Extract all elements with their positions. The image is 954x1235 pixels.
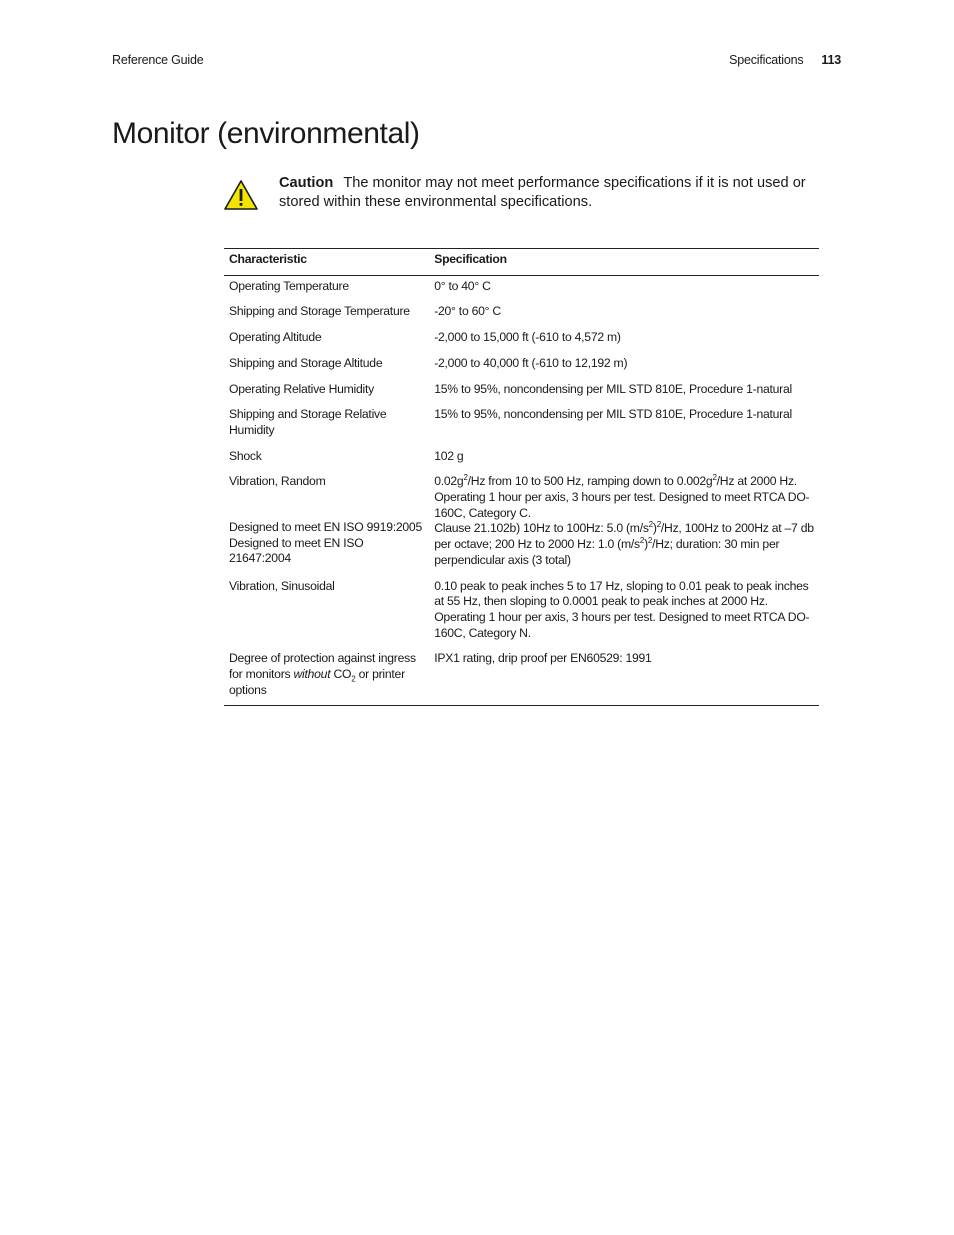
table-row	[224, 326, 819, 352]
superscript: 2	[639, 536, 645, 546]
characteristic-cell: Operating Altitude	[229, 330, 322, 345]
spec-text: /Hz; duration: 30 min per perpendicular axis (3 total)	[434, 537, 780, 567]
table-row	[224, 275, 819, 300]
characteristic-cell: Operating Relative Humidity	[229, 381, 374, 396]
caution-note	[279, 174, 839, 212]
superscript: 2	[712, 473, 717, 483]
spec-text: /Hz from 10 to 500 Hz, ramping down to 0.002g	[467, 474, 713, 489]
characteristic-emphasis: without	[293, 667, 331, 682]
specification-cell: 0° to 40° C	[434, 278, 491, 293]
spec-text: /Hz, 100Hz to 200Hz at –7 db per octave; 200 Hz to 2000 Hz: 1.0 (m/s	[434, 521, 814, 552]
page-title: Monitor (environmental)	[112, 117, 420, 150]
specification-cell: -2,000 to 15,000 ft (-610 to 4,572 m)	[434, 330, 621, 345]
table-row-vibration-sinusoidal	[224, 575, 819, 648]
vibration-random-clause	[434, 521, 814, 568]
characteristic-text: or printer options	[229, 667, 405, 697]
table-header-row	[224, 249, 819, 276]
superscript: 2	[463, 473, 468, 483]
specification-cell: 0.10 peak to peak inches 5 to 17 Hz, sloping to 0.01 peak to peak inches at 55 Hz, then sloping to 0.0001 peak to peak inches at 2000 Hz. Operating 1 hour per axis, 3 hours per test. Designed to meet RTCA DO-160C, Category N.	[434, 578, 810, 640]
caution-warning-icon	[223, 179, 259, 211]
table-row-ingress	[224, 647, 819, 706]
spec-text: )	[644, 537, 648, 552]
characteristic-text: Degree of protection against ingress for monitors	[229, 651, 416, 682]
spec-text: Clause 21.102b) 10Hz to 100Hz: 5.0 (m/s	[434, 521, 649, 536]
environmental-spec-table	[224, 248, 819, 706]
section-name: Specifications	[729, 53, 804, 67]
specification-cell: 15% to 95%, noncondensing per MIL STD 810E, Procedure 1-natural	[434, 381, 792, 396]
table-row	[224, 378, 819, 404]
caution-label: Caution	[279, 175, 334, 191]
caution-message: The monitor may not meet performance specifications if it is not used or stored within these environmental specifications.	[279, 175, 806, 210]
spec-text: /Hz at 2000 Hz. Operating 1 hour per axis, 3 hours per test. Designed to meet RTCA DO-160C, Category C.	[434, 474, 810, 520]
characteristic-text: CO	[330, 667, 352, 682]
characteristic-cell: Shock	[229, 448, 262, 463]
characteristic-cell: Shipping and Storage Relative Humidity	[229, 407, 387, 437]
column-header-specification: Specification	[429, 249, 819, 276]
characteristic-cell	[224, 470, 429, 574]
table-row	[224, 403, 819, 444]
superscript: 2	[647, 536, 653, 546]
superscript: 2	[648, 520, 653, 530]
characteristic-cell: Operating Temperature	[229, 278, 349, 293]
specification-cell: 102 g	[434, 448, 464, 463]
table-row	[224, 300, 819, 326]
specification-cell: IPX1 rating, drip proof per EN60529: 1991	[429, 647, 819, 706]
specification-cell	[429, 470, 819, 574]
characteristic-cell: Vibration, Sinusoidal	[229, 578, 335, 593]
running-header-right	[729, 53, 841, 67]
characteristic-cell: Shipping and Storage Altitude	[229, 355, 383, 370]
table-row-vibration-random	[224, 470, 819, 574]
column-header-characteristic: Characteristic	[224, 249, 429, 276]
specification-cell: -20° to 60° C	[434, 304, 501, 319]
subscript: 2	[351, 674, 356, 684]
characteristic-cell	[224, 647, 429, 706]
specification-cell: -2,000 to 40,000 ft (-610 to 12,192 m)	[434, 355, 628, 370]
spec-text: )	[652, 521, 657, 536]
page-number: 113	[821, 53, 841, 67]
standard-iso-21647: Designed to meet EN ISO 21647:2004	[229, 535, 364, 566]
table-row	[224, 445, 819, 471]
standard-iso-9919: Designed to meet EN ISO 9919:2005	[229, 520, 422, 535]
vibration-random-label: Vibration, Random	[229, 474, 326, 489]
specification-cell: 15% to 95%, noncondensing per MIL STD 810E, Procedure 1-natural	[434, 407, 792, 422]
characteristic-cell: Shipping and Storage Temperature	[229, 304, 410, 319]
vibration-random-spec	[434, 474, 814, 521]
superscript: 2	[656, 520, 661, 530]
spec-text: 0.02g	[434, 474, 464, 489]
table-row	[224, 352, 819, 378]
running-header-left: Reference Guide	[112, 53, 204, 67]
